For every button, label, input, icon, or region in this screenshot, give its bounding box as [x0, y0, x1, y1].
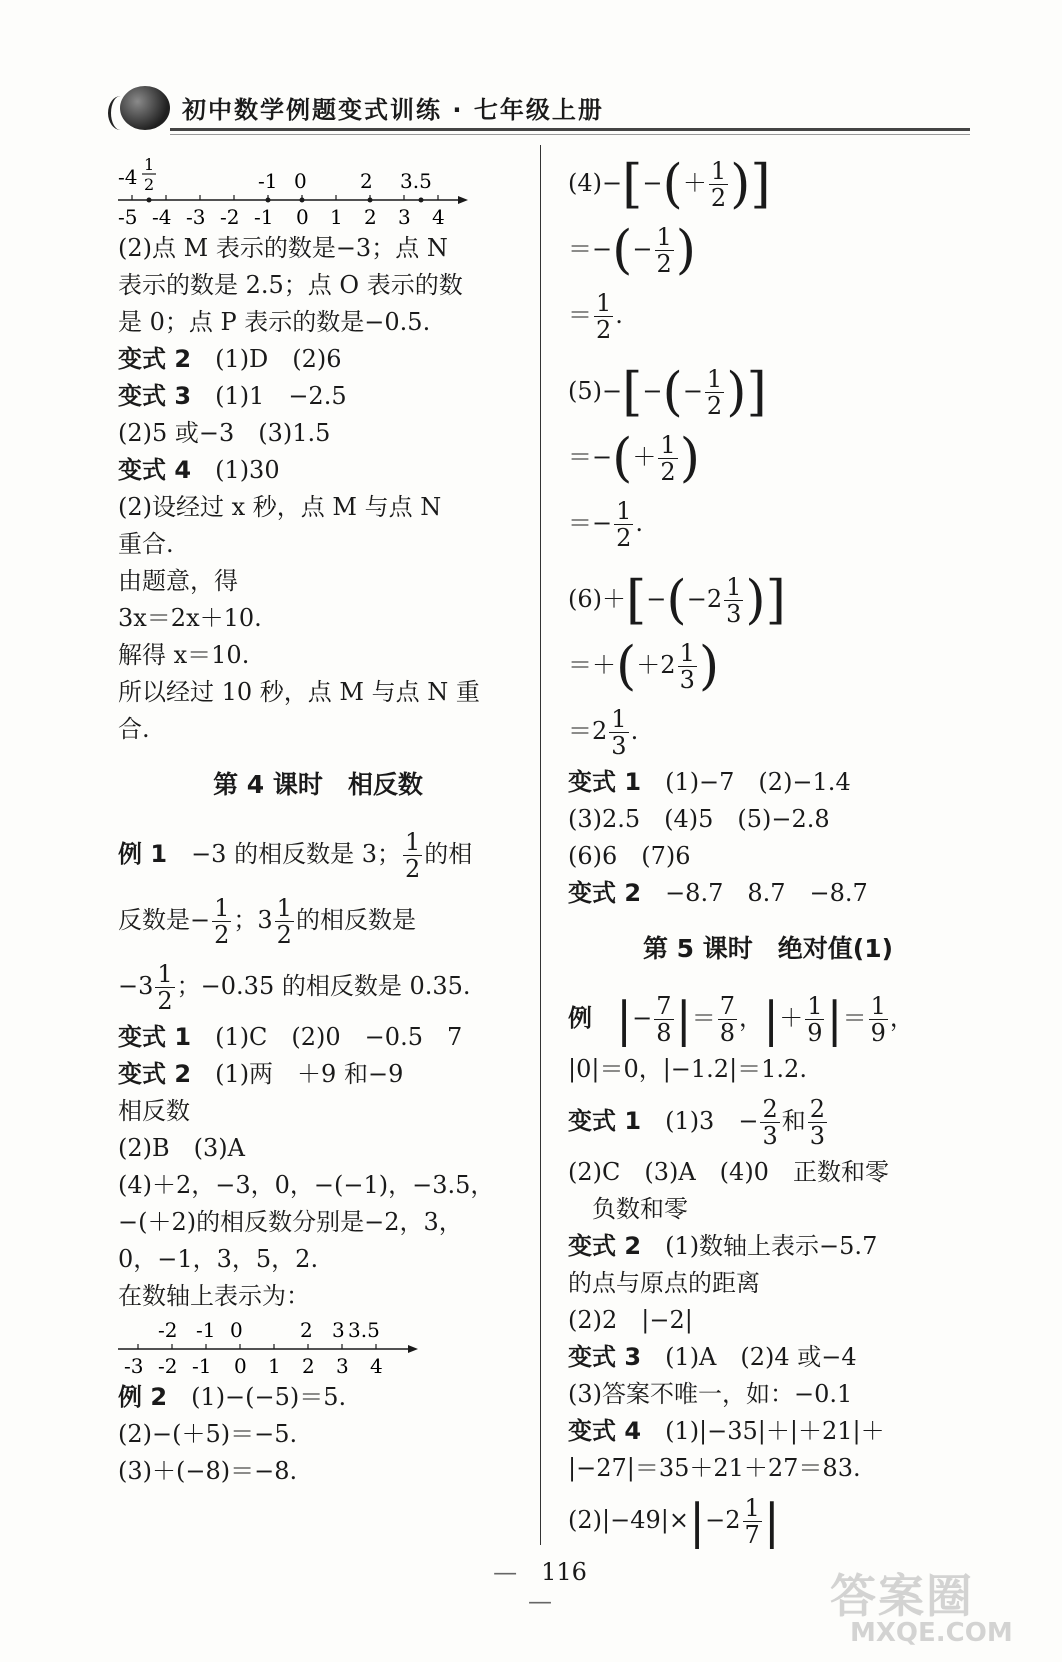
- expr-5: (5)−[−(− $\frac{1}{2}$ )]: [568, 362, 767, 423]
- header-rule: [170, 128, 970, 131]
- text-line: 在数轴上表示为：: [118, 1282, 310, 1310]
- variant-label: 变式 1: [568, 768, 642, 796]
- text-line: (3)＋(−8)＝−8.: [118, 1457, 298, 1485]
- nl2-tick: 1: [268, 1354, 281, 1378]
- text-line: ；−0.35 的相反数是 0.35.: [176, 972, 471, 1000]
- left-column: [118, 150, 518, 1490]
- nl1-tick: -5: [118, 205, 138, 229]
- variant-label: 变式 3: [568, 1343, 642, 1371]
- text-line: (3)2.5 (4)5 (5)−2.8: [568, 805, 830, 833]
- nl2-tick: 3: [336, 1354, 349, 1378]
- text-line: −8.7 8.7 −8.7: [665, 879, 868, 907]
- text-line: (1)30: [215, 456, 280, 484]
- section-title-5: 第 5 课时 绝对值(1): [642, 934, 894, 963]
- nl1-above-n: 1: [144, 155, 155, 174]
- expr-4b: ＝−(− $\frac{1}{2}$ ): [568, 220, 697, 281]
- text-line: 和: [781, 1107, 806, 1135]
- number-line-2: [118, 1315, 438, 1379]
- text-line: (3)答案不唯一，如：−0.1: [568, 1380, 853, 1408]
- text-line: 3x＝2x＋10.: [118, 604, 262, 632]
- text-line: 重合.: [118, 530, 174, 558]
- nl2-tick: 2: [302, 1354, 315, 1378]
- fraction: $\frac{1}{2}$: [276, 894, 292, 949]
- nl2-tick: -3: [124, 1354, 144, 1378]
- text-line: (2)设经过 x 秒，点 M 与点 N: [118, 493, 442, 521]
- example-label: 例 1: [118, 840, 168, 868]
- text-line: 反数是−: [118, 906, 211, 934]
- nl1-above-e: 3.5: [400, 169, 432, 193]
- nl1-tick: -2: [220, 205, 240, 229]
- nl1-tick: 4: [432, 205, 445, 229]
- number-line-1: [118, 150, 478, 230]
- fraction: $\frac{1}{2}$: [404, 828, 421, 883]
- nl1-tick: 2: [364, 205, 377, 229]
- text-line: (1)D (2)6: [215, 345, 342, 373]
- expr-4c: ＝ $\frac{1}{2}$ .: [568, 289, 623, 344]
- nl1-tick: -4: [152, 205, 172, 229]
- example-label: 例 2: [118, 1383, 168, 1411]
- watermark-url: MXQE.COM: [850, 1618, 1013, 1648]
- header-title: 初中数学例题变式训练 · 七年级上册: [182, 96, 604, 124]
- text-line: (1)|−35|＋|＋21|＋: [665, 1417, 885, 1445]
- expr-abs-49: (2)|−49|×|−2 $\frac{1}{7}$ |: [568, 1493, 780, 1550]
- nl2-above: 3.5: [348, 1318, 380, 1342]
- nl2-tick: 4: [370, 1354, 383, 1378]
- nl2-tick: -2: [158, 1354, 178, 1378]
- text-line: (1)3 −: [665, 1107, 759, 1135]
- text-line: (1)A (2)4 或−4: [665, 1343, 857, 1371]
- text-line: (2)5 或−3 (3)1.5: [118, 419, 331, 447]
- nl1-tick: 0: [296, 205, 309, 229]
- fraction: $\frac{1}{2}$: [157, 960, 173, 1015]
- nl1-above-d: 2: [144, 175, 155, 194]
- nl1-tick: -3: [186, 205, 206, 229]
- variant-label: 变式 4: [568, 1417, 642, 1445]
- text-line: 由题意，得: [118, 567, 238, 595]
- nl2-above: -2: [158, 1318, 178, 1342]
- text-line: (2)点 M 表示的数是−3；点 N: [118, 234, 448, 262]
- text-line: 0，−1，3，5，2.: [118, 1245, 319, 1273]
- text-line: 的点与原点的距离: [568, 1269, 760, 1297]
- text-line: (2)−(＋5)＝−5.: [118, 1420, 298, 1448]
- text-line: −(＋2)的相反数分别是−2，3，: [118, 1208, 463, 1236]
- expr-6c: ＝2 $\frac{1}{3}$ .: [568, 705, 639, 760]
- page-number: — 116 —: [493, 1558, 587, 1615]
- expr-5c: ＝− $\frac{1}{2}$ .: [568, 497, 644, 552]
- text-line: 解得 x＝10.: [118, 641, 250, 669]
- text-line: 是 0；点 P 表示的数是−0.5.: [118, 308, 431, 336]
- text-line: (2)B (3)A: [118, 1134, 245, 1162]
- nl1-tick: 1: [330, 205, 343, 229]
- watermark: [830, 1560, 1030, 1660]
- nl1-tick: 3: [398, 205, 411, 229]
- nl1-tick: -1: [254, 205, 274, 229]
- nl1-above-c: 0: [294, 169, 307, 193]
- text-line: (1)两 ＋9 和−9: [215, 1060, 404, 1088]
- text-line: −3 的相反数是 3；: [191, 840, 401, 868]
- nl1-above-d2: 2: [360, 169, 373, 193]
- text-line: 所以经过 10 秒，点 M 与点 N 重: [118, 678, 480, 706]
- nl2-tick: -1: [192, 1354, 212, 1378]
- expr-6b: ＝＋(＋2 $\frac{1}{3}$ ): [568, 636, 720, 697]
- right-column: [568, 150, 968, 1553]
- text-line: |−27|＝35＋21＋27＝83.: [568, 1454, 861, 1482]
- text-line: (2)2 |−2|: [568, 1306, 693, 1334]
- watermark-text: 答案圈: [830, 1569, 974, 1623]
- variant-label: 变式 1: [118, 1023, 192, 1051]
- text-line: (1)−(−5)＝5.: [191, 1383, 347, 1411]
- text-line: (2)C (3)A (4)0 正数和零: [568, 1158, 889, 1186]
- text-line: −3: [118, 972, 154, 1000]
- text-line: 表示的数是 2.5；点 O 表示的数: [118, 271, 463, 299]
- variant-label: 变式 2: [118, 1060, 192, 1088]
- text-line: 负数和零: [592, 1195, 688, 1223]
- nl1-above-a: -4: [118, 165, 138, 189]
- text-line: ；3: [233, 906, 273, 934]
- text-line: 的相反数是: [295, 906, 416, 934]
- text-line: 的相: [424, 840, 473, 868]
- nl1-above-b: -1: [258, 169, 278, 193]
- text-line: (1)1 −2.5: [215, 382, 347, 410]
- expr-6: (6)＋[−(−2 $\frac{1}{3}$ )]: [568, 570, 786, 631]
- nl2-above: 2: [300, 1318, 313, 1342]
- fraction: $\frac{1}{2}$: [214, 894, 230, 949]
- column-divider: [540, 145, 541, 1545]
- text-line: 相反数: [118, 1097, 190, 1125]
- abs-example: 例 |− $\frac{7}{8}$ |＝ $\frac{7}{8}$ ，|＋ $\frac{1}{9}$ |＝ $\frac{1}{9}$ ，: [568, 991, 914, 1048]
- text-line: (1)数轴上表示−5.7: [665, 1232, 878, 1260]
- variant-label: 变式 1: [568, 1107, 642, 1135]
- fraction: $\frac{2}{3}$: [809, 1095, 825, 1150]
- text-line: 合.: [118, 715, 150, 743]
- text-line: |0|＝0，|−1.2|＝1.2.: [568, 1055, 807, 1083]
- nl2-above: -1: [196, 1318, 216, 1342]
- text-line: (6)6 (7)6: [568, 842, 691, 870]
- text-line: (1)C (2)0 −0.5 7: [215, 1023, 463, 1051]
- section-title-4: 第 4 课时 相反数: [213, 770, 423, 799]
- header-rule-thin: [170, 134, 970, 135]
- variant-label: 变式 2: [118, 345, 192, 373]
- variant-label: 变式 3: [118, 382, 192, 410]
- page-header: [100, 78, 980, 138]
- nl2-above: 3: [332, 1318, 345, 1342]
- text-line: (1)−7 (2)−1.4: [665, 768, 851, 796]
- variant-label: 变式 4: [118, 456, 192, 484]
- variant-label: 变式 2: [568, 1232, 642, 1260]
- fraction: $\frac{2}{3}$: [762, 1095, 778, 1150]
- expr-5b: ＝−(＋ $\frac{1}{2}$ ): [568, 428, 700, 489]
- variant-label: 变式 2: [568, 879, 642, 907]
- nl2-above: 0: [230, 1318, 243, 1342]
- expr-4: (4)−[−(＋ $\frac{1}{2}$ )]: [568, 154, 771, 215]
- nl2-tick: 0: [234, 1354, 247, 1378]
- text-line: (4)＋2，−3，0，−(−1)，−3.5，: [118, 1171, 495, 1199]
- swoosh-icon: [108, 96, 133, 130]
